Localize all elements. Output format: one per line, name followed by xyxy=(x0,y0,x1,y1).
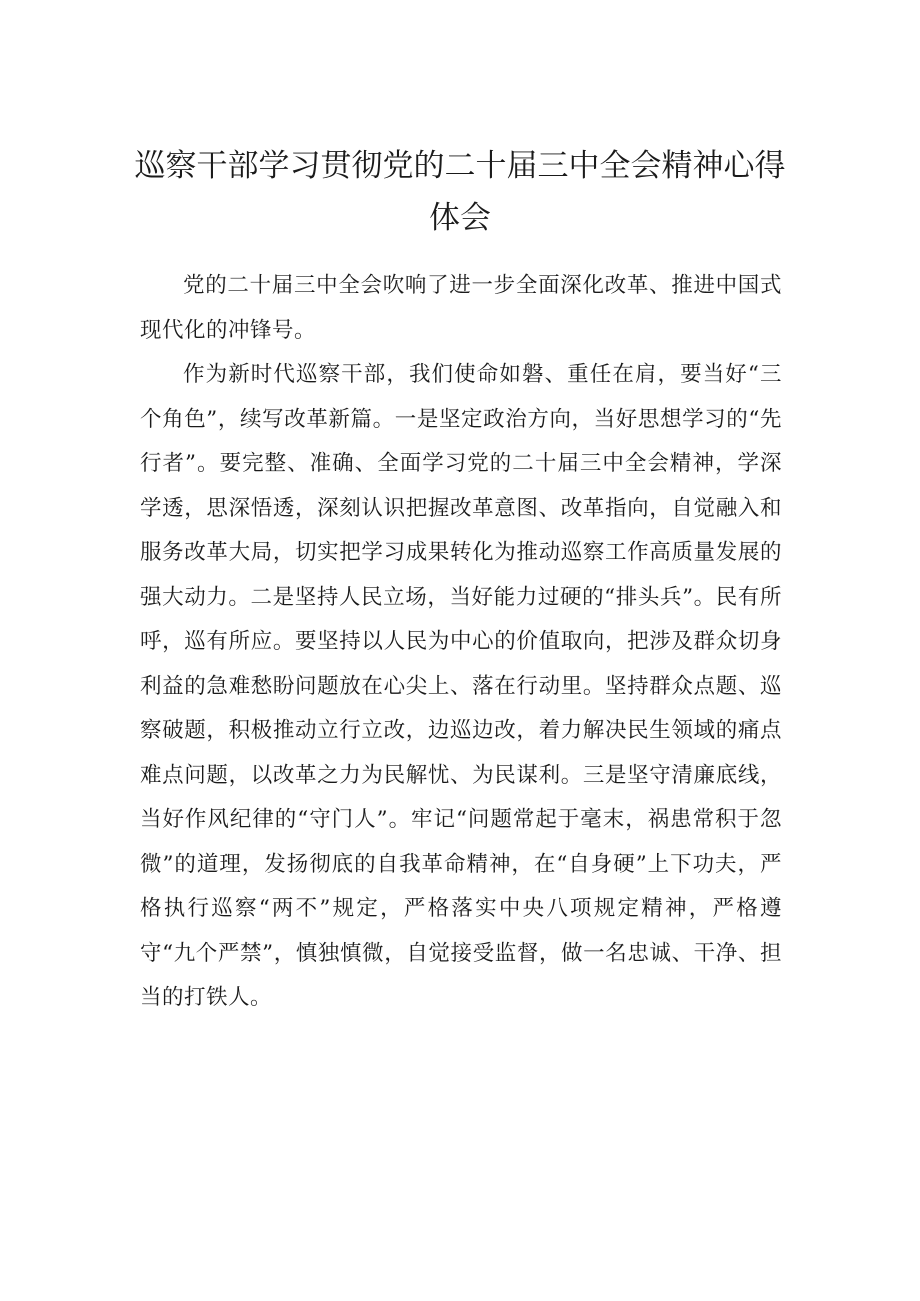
document-title: 巡察干部学习贯彻党的二十届三中全会精神心得体会 xyxy=(134,148,786,236)
document-body xyxy=(140,264,782,1021)
paragraph-main: 作为新时代巡察干部，我们使命如磐、重任在肩，要当好“三个角色”，续写改革新篇。一是坚定政治方向，当好思想学习的“先行者”。要完整、准确、全面学习党的二十届三中全会精神，学深学透，思深悟透，深刻认识把握改革意图、改革指向，自觉融入和服务改革大局，切实把学习成果转化为推动巡察工作高质量发展的强大动力。二是坚持人民立场，当好能力过硬的“排头兵”。民有所呼，巡有所应。要坚持以人民为中心的价值取向，把涉及群众切身利益的急难愁盼问题放在心尖上、落在行动里。坚持群众点题、巡察破题，积极推动立行立改，边巡边改，着力解决民生领域的痛点难点问题，以改革之力为民解忧、为民谋利。三是坚守清廉底线，当好作风纪律的“守门人”。牢记“问题常起于毫末，祸患常积于忽微”的道理，发扬彻底的自我革命精神，在“自身硬”上下功夫，严格执行巡察“两不”规定，严格落实中央八项规定精神，严格遵守“九个严禁”，慎独慎微，自觉接受监督，做一名忠诚、干净、担当的打铁人。 xyxy=(140,362,782,1010)
paragraph-intro: 党的二十届三中全会吹响了进一步全面深化改革、推进中国式现代化的冲锋号。 xyxy=(140,273,782,343)
